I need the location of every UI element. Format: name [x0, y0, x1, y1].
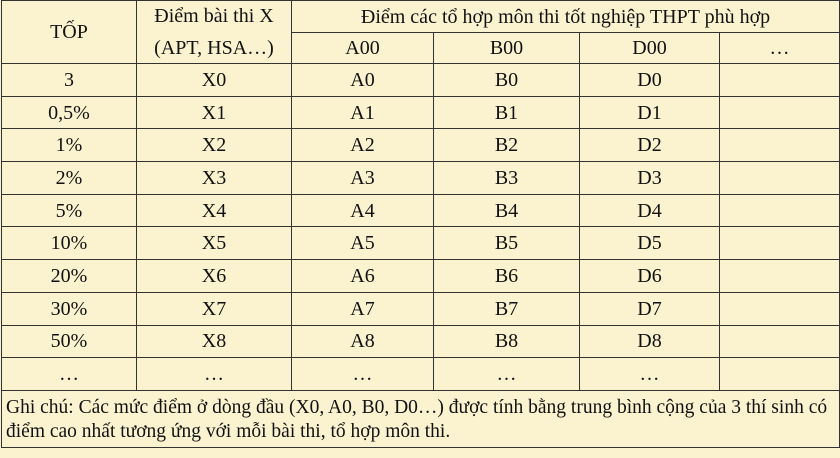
cell-more	[720, 96, 840, 129]
table-row	[2, 162, 840, 195]
cell-b00: B3	[434, 162, 580, 195]
cell-top: 5%	[2, 194, 137, 227]
cell-b00: …	[434, 358, 580, 391]
cell-a00: A8	[292, 325, 434, 358]
cell-more	[720, 292, 840, 325]
header-combo-b00: B00	[434, 33, 580, 64]
cell-a00: A2	[292, 129, 434, 162]
cell-b00: B6	[434, 260, 580, 293]
cell-d00: D5	[580, 227, 720, 260]
cell-a00: A7	[292, 292, 434, 325]
cell-top: 1%	[2, 129, 137, 162]
cell-a00: A3	[292, 162, 434, 195]
cell-d00: D3	[580, 162, 720, 195]
cell-exam: X2	[137, 129, 292, 162]
cell-more	[720, 260, 840, 293]
cell-b00: B1	[434, 96, 580, 129]
cell-top: 20%	[2, 260, 137, 293]
cell-exam: X1	[137, 96, 292, 129]
footnote: Ghi chú: Các mức điểm ở dòng đầu (X0, A0, B0, D0…) được tính bằng trung bình cộng của 3 thí sinh có điểm cao nhất tương ứng với mỗi bài thi, tổ hợp môn thi.	[2, 390, 840, 447]
cell-d00: D6	[580, 260, 720, 293]
cell-more	[720, 64, 840, 97]
table-row	[2, 358, 840, 391]
table-row	[2, 292, 840, 325]
header-exam-line1: Điểm bài thi X	[154, 5, 274, 27]
table-row	[2, 325, 840, 358]
cell-a00: A5	[292, 227, 434, 260]
cell-d00: D4	[580, 194, 720, 227]
table-row	[2, 64, 840, 97]
header-combo-title: Điểm các tổ hợp môn thi tốt nghiệp THPT phù hợp	[292, 1, 840, 33]
cell-exam: …	[137, 358, 292, 391]
header-row-1	[2, 1, 840, 33]
cell-b00: B7	[434, 292, 580, 325]
cell-d00: D2	[580, 129, 720, 162]
cell-a00: A4	[292, 194, 434, 227]
table-row	[2, 194, 840, 227]
cell-a00: A1	[292, 96, 434, 129]
cell-exam: X7	[137, 292, 292, 325]
cell-more	[720, 194, 840, 227]
cell-top: 0,5%	[2, 96, 137, 129]
header-exam-score	[137, 1, 292, 64]
cell-d00: …	[580, 358, 720, 391]
cell-exam: X5	[137, 227, 292, 260]
cell-d00: D8	[580, 325, 720, 358]
header-top: TỐP	[2, 1, 137, 64]
cell-top: 30%	[2, 292, 137, 325]
table-row	[2, 260, 840, 293]
cell-exam: X0	[137, 64, 292, 97]
table-row	[2, 129, 840, 162]
cell-top: 2%	[2, 162, 137, 195]
cell-d00: D1	[580, 96, 720, 129]
cell-d00: D7	[580, 292, 720, 325]
note-row	[2, 390, 840, 447]
cell-exam: X4	[137, 194, 292, 227]
cell-a00: …	[292, 358, 434, 391]
header-combo-a00: A00	[292, 33, 434, 64]
table-row	[2, 227, 840, 260]
cell-b00: B8	[434, 325, 580, 358]
cell-b00: B4	[434, 194, 580, 227]
cell-more	[720, 325, 840, 358]
cell-more	[720, 162, 840, 195]
cell-exam: X6	[137, 260, 292, 293]
cell-b00: B0	[434, 64, 580, 97]
cell-more	[720, 227, 840, 260]
header-combo-d00: D00	[580, 33, 720, 64]
cell-top: 3	[2, 64, 137, 97]
cell-exam: X8	[137, 325, 292, 358]
cell-d00: D0	[580, 64, 720, 97]
table-row	[2, 96, 840, 129]
score-table	[1, 0, 840, 448]
cell-more	[720, 358, 840, 391]
cell-exam: X3	[137, 162, 292, 195]
cell-more	[720, 129, 840, 162]
header-combo-more: …	[720, 33, 840, 64]
cell-top: 10%	[2, 227, 137, 260]
header-exam-line2: (APT, HSA…)	[154, 37, 274, 59]
cell-a00: A6	[292, 260, 434, 293]
cell-b00: B2	[434, 129, 580, 162]
cell-top: 50%	[2, 325, 137, 358]
cell-top: …	[2, 358, 137, 391]
cell-a00: A0	[292, 64, 434, 97]
cell-b00: B5	[434, 227, 580, 260]
